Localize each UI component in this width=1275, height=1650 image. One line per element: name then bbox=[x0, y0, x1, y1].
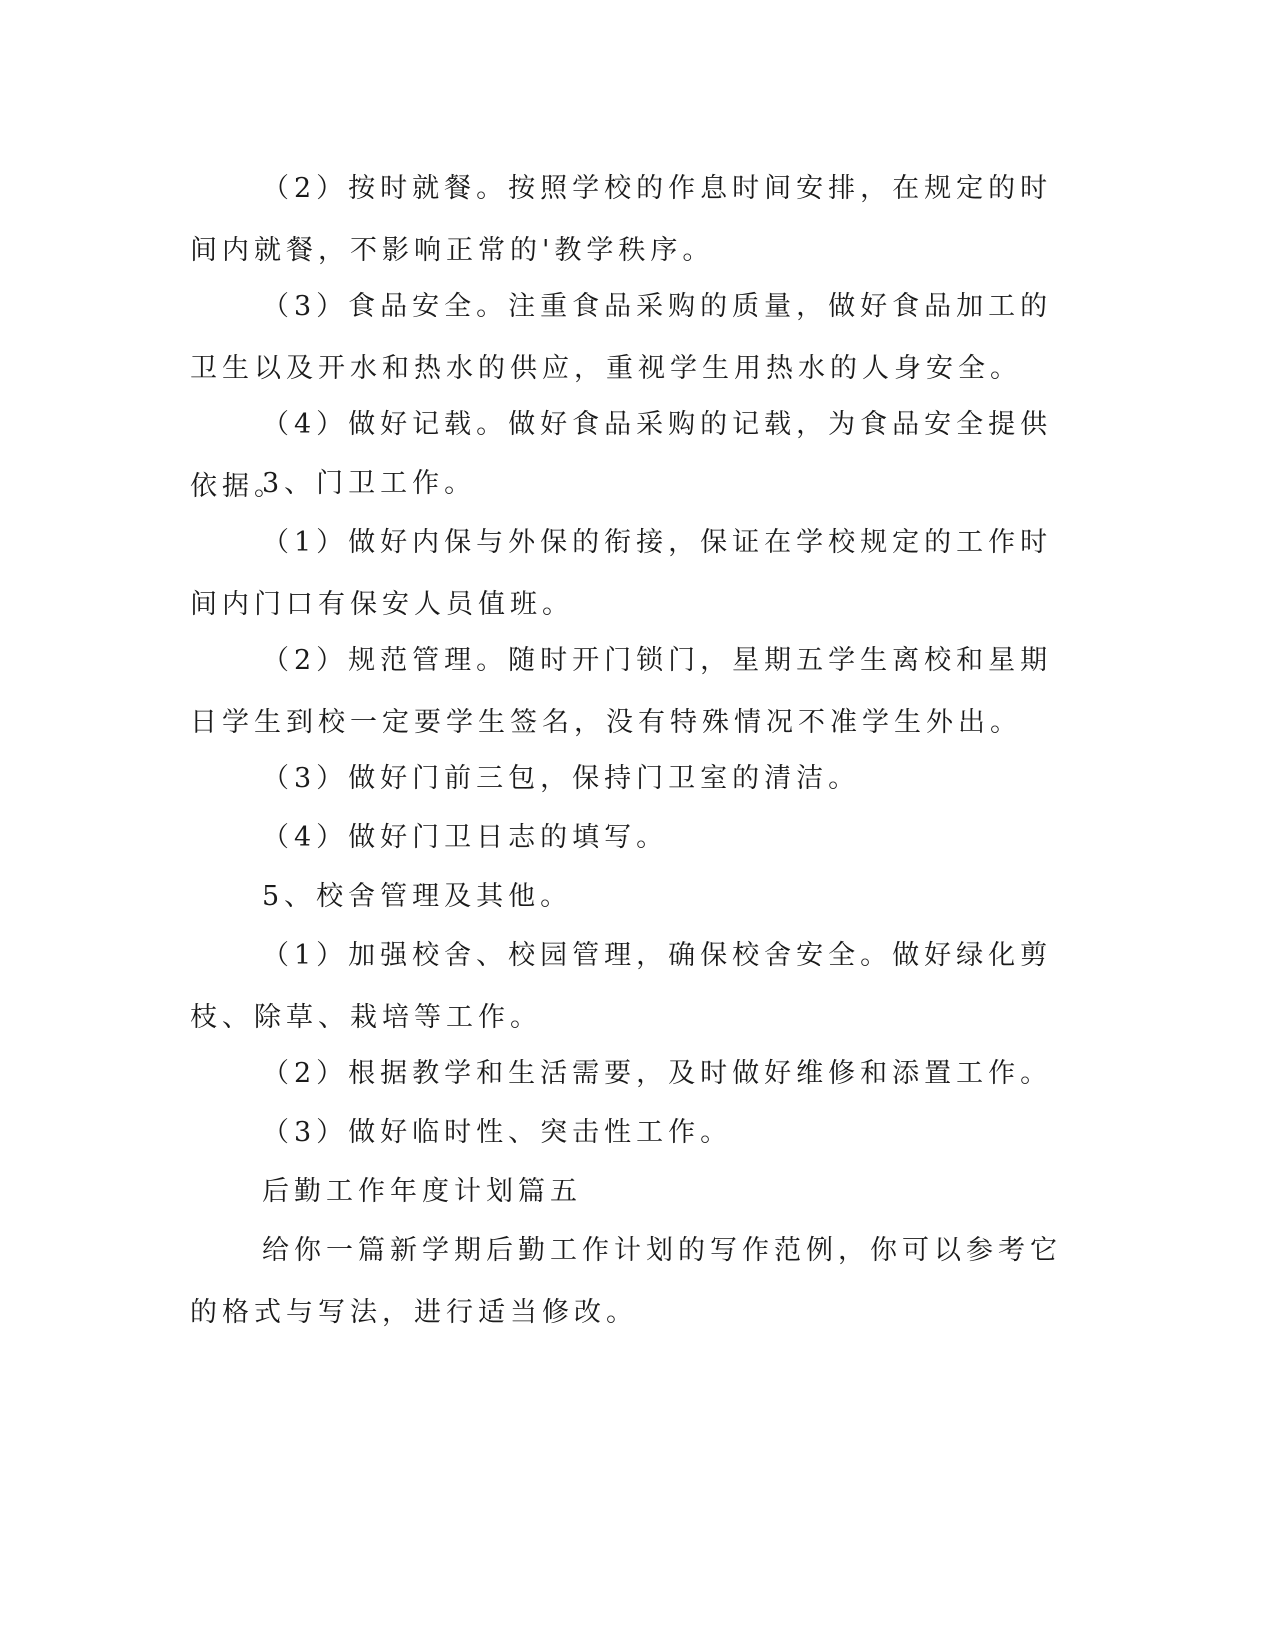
paragraph-security-duty: （1）做好内保与外保的衔接，保证在学校规定的工作时间内门口有保安人员值班。 bbox=[190, 527, 1053, 620]
paragraph-temporary-work: （3）做好临时性、突击性工作。 bbox=[262, 1117, 733, 1148]
section-title-part-five: 后勤工作年度计划篇五 bbox=[262, 1176, 582, 1207]
paragraph-dining-time: （2）按时就餐。按照学校的作息时间安排，在规定的时间内就餐，不影响正常的'教学秩序。 bbox=[190, 173, 1053, 266]
paragraph-food-safety: （3）食品安全。注重食品采购的质量，做好食品加工的卫生以及开水和热水的供应，重视学生用热水的人身安全。 bbox=[190, 291, 1053, 384]
paragraph-maintenance: （2）根据教学和生活需要，及时做好维修和添置工作。 bbox=[262, 1058, 1053, 1089]
paragraph-campus-safety: （1）加强校舍、校园管理，确保校舍安全。做好绿化剪枝、除草、栽培等工作。 bbox=[190, 940, 1053, 1033]
paragraph-gate-log: （4）做好门卫日志的填写。 bbox=[262, 822, 669, 853]
paragraph-records: （4）做好记载。做好食品采购的记载，为食品安全提供依据。 bbox=[190, 409, 1053, 502]
paragraph-intro-example: 给你一篇新学期后勤工作计划的写作范例，你可以参考它的格式与写法，进行适当修改。 bbox=[190, 1235, 1062, 1328]
paragraph-gate-cleanliness: （3）做好门前三包，保持门卫室的清洁。 bbox=[262, 763, 861, 794]
heading-campus-management: 5、校舍管理及其他。 bbox=[262, 881, 573, 912]
paragraph-gate-management: （2）规范管理。随时开门锁门，星期五学生离校和星期日学生到校一定要学生签名，没有特殊情况不准学生外出。 bbox=[190, 645, 1053, 738]
heading-gatekeeper-work: 3、门卫工作。 bbox=[262, 468, 477, 499]
